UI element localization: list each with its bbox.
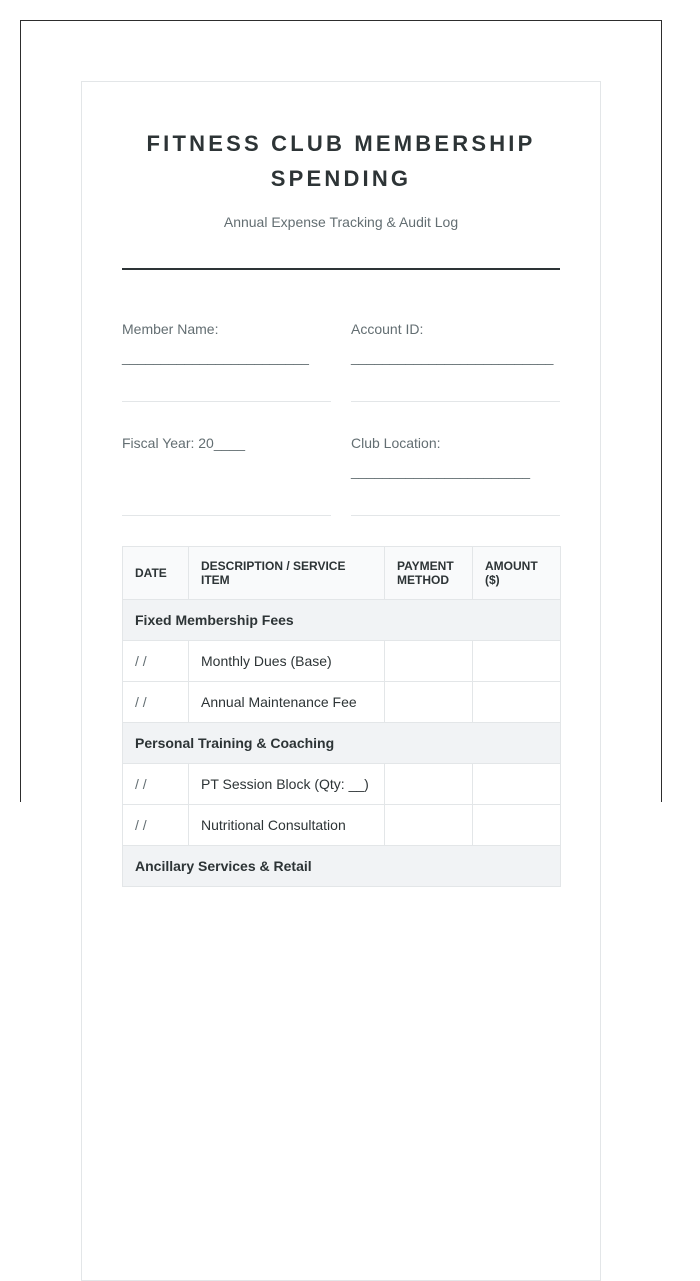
fiscal-year-field[interactable] — [122, 434, 331, 516]
section-row — [123, 723, 561, 764]
table-row — [123, 805, 561, 846]
date-cell[interactable]: / / — [123, 682, 189, 723]
table-header-row — [123, 547, 561, 600]
club-location-blank[interactable]: _______________________ — [351, 463, 531, 479]
section-title: Ancillary Services & Retail — [123, 846, 561, 887]
table-row — [123, 764, 561, 805]
member-name-label: Member Name: — [122, 321, 219, 337]
member-info-fields — [122, 320, 560, 516]
member-name-blank[interactable]: ________________________ — [122, 349, 309, 365]
section-row — [123, 600, 561, 641]
payment-method-cell[interactable] — [385, 764, 473, 805]
document-page — [81, 81, 601, 1281]
date-cell[interactable]: / / — [123, 764, 189, 805]
date-cell[interactable]: / / — [123, 641, 189, 682]
account-id-field[interactable] — [351, 320, 560, 402]
title-divider — [122, 268, 560, 270]
section-title: Fixed Membership Fees — [123, 600, 561, 641]
club-location-field[interactable] — [351, 434, 560, 516]
description-cell: PT Session Block (Qty: __) — [189, 764, 385, 805]
table-row — [123, 641, 561, 682]
header-payment-method: PAYMENT METHOD — [385, 547, 473, 600]
description-cell: Annual Maintenance Fee — [189, 682, 385, 723]
member-name-field[interactable] — [122, 320, 331, 402]
amount-cell[interactable] — [473, 682, 561, 723]
section-title: Personal Training & Coaching — [123, 723, 561, 764]
section-row — [123, 846, 561, 887]
header-description: DESCRIPTION / SERVICE ITEM — [189, 547, 385, 600]
header-amount: AMOUNT ($) — [473, 547, 561, 600]
account-id-blank[interactable]: __________________________ — [351, 349, 554, 365]
header-date: DATE — [123, 547, 189, 600]
payment-method-cell[interactable] — [385, 641, 473, 682]
date-cell[interactable]: / / — [123, 805, 189, 846]
payment-method-cell[interactable] — [385, 805, 473, 846]
amount-cell[interactable] — [473, 805, 561, 846]
document-viewport[interactable] — [20, 20, 662, 874]
description-cell: Nutritional Consultation — [189, 805, 385, 846]
table-row — [123, 682, 561, 723]
page-title: FITNESS CLUB MEMBERSHIP SPENDING — [146, 131, 536, 191]
description-cell: Monthly Dues (Base) — [189, 641, 385, 682]
expense-table — [122, 546, 561, 887]
page-subtitle: Annual Expense Tracking & Audit Log — [223, 214, 459, 230]
club-location-label: Club Location: — [351, 435, 441, 451]
fiscal-year-label: Fiscal Year: 20____ — [122, 435, 245, 451]
account-id-label: Account ID: — [351, 321, 424, 337]
payment-method-cell[interactable] — [385, 682, 473, 723]
amount-cell[interactable] — [473, 764, 561, 805]
amount-cell[interactable] — [473, 641, 561, 682]
